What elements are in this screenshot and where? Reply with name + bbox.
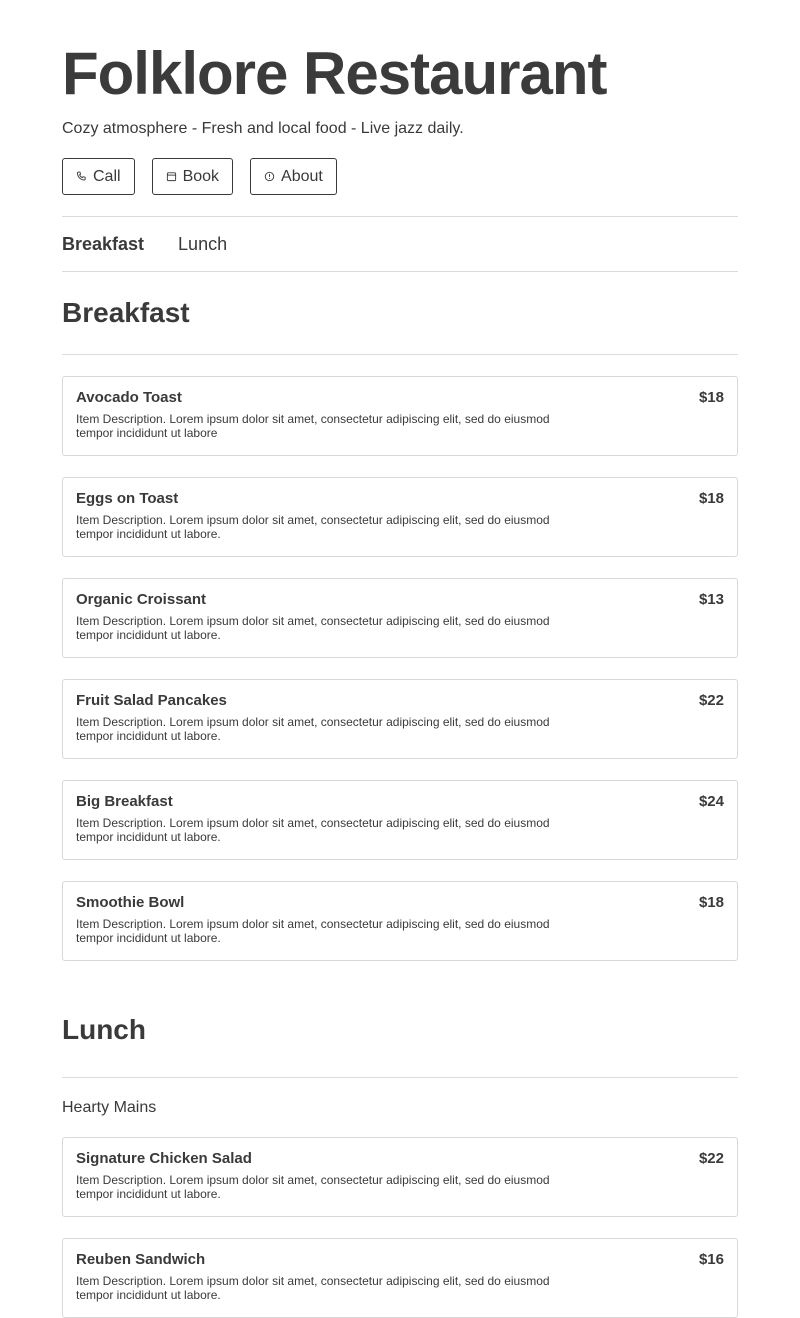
menu-item-description: Item Description. Lorem ipsum dolor sit amet, consectetur adipiscing elit, sed do eiusmod tempor incididunt ut labore. (76, 1173, 550, 1201)
menu-item-card (62, 1137, 738, 1217)
menu-item-description: Item Description. Lorem ipsum dolor sit amet, consectetur adipiscing elit, sed do eiusmod tempor incididunt ut labore. (76, 513, 550, 541)
info-icon (264, 171, 275, 182)
menu-item-name: Fruit Salad Pancakes (76, 692, 227, 709)
menu-item-card (62, 780, 738, 860)
menu-item-price: $18 (698, 894, 724, 911)
call-button-label: Call (93, 167, 121, 185)
menu-item-description: Item Description. Lorem ipsum dolor sit amet, consectetur adipiscing elit, sed do eiusmod tempor incididunt ut labore. (76, 816, 550, 844)
breakfast-section (62, 272, 738, 961)
restaurant-title: Folklore Restaurant (62, 40, 607, 107)
menu-item-name: Avocado Toast (76, 389, 182, 406)
action-buttons (62, 158, 738, 195)
about-button-label: About (281, 167, 323, 185)
section-title-lunch: Lunch (62, 1013, 146, 1045)
lunch-item-list (62, 1137, 738, 1318)
menu-item-price: $22 (698, 1150, 724, 1167)
restaurant-tagline: Cozy atmosphere - Fresh and local food - Live jazz daily. (62, 120, 464, 137)
menu-item-price: $13 (698, 591, 724, 608)
calendar-icon (166, 171, 177, 182)
menu-item-name: Signature Chicken Salad (76, 1150, 252, 1167)
menu-item-card (62, 881, 738, 961)
breakfast-item-list (62, 376, 738, 961)
tab-breakfast[interactable]: Breakfast (62, 233, 145, 254)
tab-lunch[interactable]: Lunch (178, 233, 228, 254)
menu-item-price: $18 (698, 490, 724, 507)
menu-item-description: Item Description. Lorem ipsum dolor sit amet, consectetur adipiscing elit, sed do eiusmod tempor incididunt ut labore. (76, 1274, 550, 1302)
divider (62, 1077, 738, 1078)
menu-item-price: $16 (698, 1251, 724, 1268)
menu-item-name: Reuben Sandwich (76, 1251, 206, 1268)
call-button[interactable] (62, 158, 135, 195)
menu-item-name: Smoothie Bowl (76, 894, 185, 911)
menu-item-card (62, 578, 738, 658)
subsection-title: Hearty Mains (62, 1099, 157, 1116)
menu-item-name: Organic Croissant (76, 591, 207, 608)
menu-item-name: Eggs on Toast (76, 490, 179, 507)
divider (62, 354, 738, 355)
menu-item-card (62, 376, 738, 456)
menu-item-name: Big Breakfast (76, 793, 173, 810)
menu-item-description: Item Description. Lorem ipsum dolor sit amet, consectetur adipiscing elit, sed do eiusmod tempor incididunt ut labore. (76, 715, 550, 743)
menu-item-price: $22 (698, 692, 724, 709)
menu-item-card (62, 679, 738, 759)
book-button[interactable] (152, 158, 233, 195)
menu-item-card (62, 477, 738, 557)
book-button-label: Book (182, 167, 220, 185)
menu-item-description: Item Description. Lorem ipsum dolor sit amet, consectetur adipiscing elit, sed do eiusmod tempor incididunt ut labore. (76, 614, 550, 642)
menu-item-price: $18 (698, 389, 724, 406)
menu-item-description: Item Description. Lorem ipsum dolor sit amet, consectetur adipiscing elit, sed do eiusmod tempor incididunt ut labore (76, 412, 550, 440)
menu-item-description: Item Description. Lorem ipsum dolor sit amet, consectetur adipiscing elit, sed do eiusmod tempor incididunt ut labore. (76, 917, 550, 945)
menu-item-card (62, 1238, 738, 1318)
lunch-section (62, 982, 738, 1318)
section-title-breakfast: Breakfast (62, 297, 190, 328)
phone-icon (76, 171, 87, 182)
menu-item-price: $24 (698, 793, 724, 810)
menu-tabs (62, 217, 738, 271)
about-button[interactable] (250, 158, 337, 195)
